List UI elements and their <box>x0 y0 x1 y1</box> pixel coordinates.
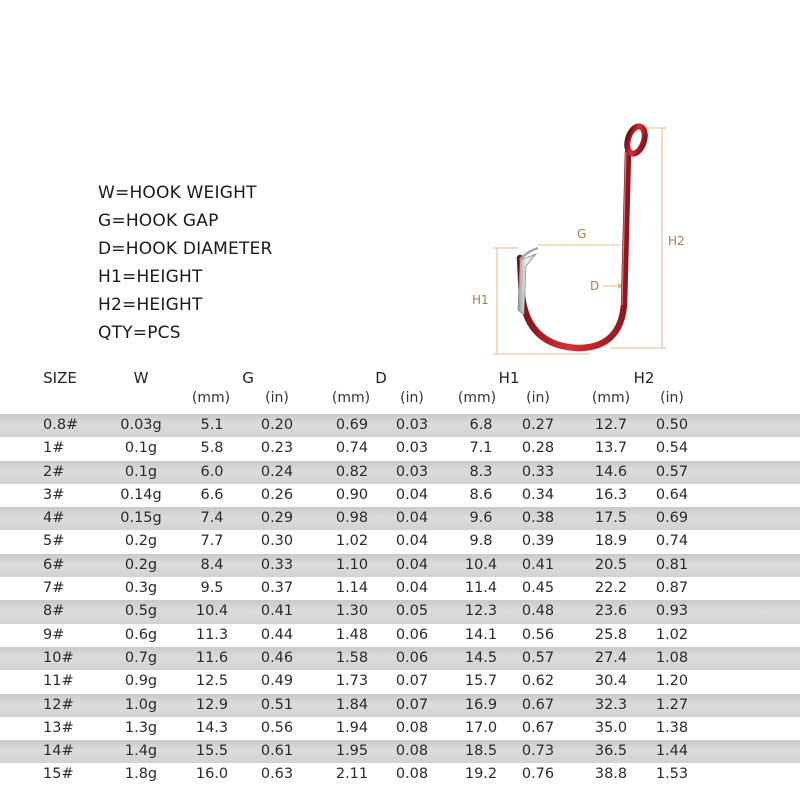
cell-weight: 0.3g <box>124 580 158 597</box>
table-row <box>0 554 800 577</box>
cell-size: 1# <box>43 440 65 457</box>
legend-item-quantity: QTY=PCS <box>98 323 181 343</box>
table-row <box>0 740 800 763</box>
cell-h2-in: 0.87 <box>655 580 689 597</box>
hook-shank <box>520 152 628 348</box>
cell-h2-in: 1.02 <box>655 626 689 643</box>
cell-g-mm: 11.3 <box>195 626 229 643</box>
cell-h2-mm: 16.3 <box>594 486 628 503</box>
table-row <box>0 670 800 693</box>
cell-size: 11# <box>43 673 74 690</box>
cell-h2-in: 0.57 <box>655 463 689 480</box>
subheader-g-in: (in) <box>265 390 289 406</box>
cell-size: 13# <box>43 719 74 736</box>
hook-eye <box>624 124 648 156</box>
cell-size: 12# <box>43 696 74 713</box>
cell-size: 2# <box>43 463 65 480</box>
cell-d-mm: 1.73 <box>335 673 369 690</box>
cell-h2-mm: 25.8 <box>594 626 628 643</box>
cell-g-in: 0.30 <box>260 533 294 550</box>
cell-g-mm: 8.4 <box>200 556 224 573</box>
cell-d-in: 0.04 <box>395 580 429 597</box>
cell-h1-mm: 10.4 <box>464 556 498 573</box>
cell-size: 6# <box>43 556 65 573</box>
cell-g-in: 0.46 <box>260 649 294 666</box>
cell-weight: 0.14g <box>120 486 162 503</box>
header-g: G <box>242 369 254 387</box>
cell-g-in: 0.41 <box>260 603 294 620</box>
cell-h1-in: 0.67 <box>521 719 555 736</box>
cell-h2-mm: 30.4 <box>594 673 628 690</box>
cell-h2-in: 1.44 <box>655 743 689 760</box>
cell-h2-mm: 38.8 <box>594 766 628 783</box>
cell-g-mm: 10.4 <box>195 603 229 620</box>
label-d: D <box>590 279 600 293</box>
cell-g-in: 0.29 <box>260 510 294 527</box>
cell-h2-in: 1.53 <box>655 766 689 783</box>
label-g: G <box>577 227 587 241</box>
cell-d-mm: 1.14 <box>335 580 369 597</box>
cell-weight: 0.9g <box>124 673 158 690</box>
cell-weight: 0.7g <box>124 649 158 666</box>
cell-h1-in: 0.41 <box>521 556 555 573</box>
cell-h1-mm: 6.8 <box>469 417 493 433</box>
header-size: SIZE <box>43 369 77 387</box>
hook-diagram <box>460 110 700 370</box>
cell-h2-in: 0.81 <box>655 556 689 573</box>
legend-item-gap: G=HOOK GAP <box>98 211 219 231</box>
cell-h2-mm: 36.5 <box>594 743 628 760</box>
legend-item-weight: W=HOOK WEIGHT <box>98 183 257 203</box>
cell-h2-mm: 20.5 <box>594 556 628 573</box>
cell-h1-in: 0.76 <box>521 766 555 783</box>
cell-g-in: 0.37 <box>260 580 294 597</box>
cell-d-mm: 1.30 <box>335 603 369 620</box>
cell-d-mm: 1.48 <box>335 626 369 643</box>
table-row <box>0 763 800 786</box>
cell-h2-mm: 32.3 <box>594 696 628 713</box>
cell-h2-mm: 35.0 <box>594 719 628 736</box>
cell-d-in: 0.07 <box>395 673 429 690</box>
cell-size: 10# <box>43 649 74 666</box>
cell-h2-mm: 27.4 <box>594 649 628 666</box>
header-w: W <box>133 369 149 387</box>
cell-h2-in: 1.20 <box>655 673 689 690</box>
cell-d-in: 0.07 <box>395 696 429 713</box>
cell-h1-in: 0.34 <box>521 486 555 503</box>
subheader-d-mm: (mm) <box>331 390 371 406</box>
cell-h2-mm: 17.5 <box>594 510 628 527</box>
cell-h2-mm: 23.6 <box>594 603 628 620</box>
cell-d-mm: 2.11 <box>335 766 369 783</box>
legend-item-height2: H2=HEIGHT <box>98 295 203 315</box>
cell-h1-mm: 19.2 <box>464 766 498 783</box>
cell-weight: 1.0g <box>124 696 158 713</box>
header-h1: H1 <box>498 369 520 387</box>
cell-h1-in: 0.57 <box>521 649 555 666</box>
table-row <box>0 577 800 600</box>
cell-g-in: 0.23 <box>260 440 294 457</box>
cell-weight: 0.1g <box>124 440 158 457</box>
cell-d-in: 0.08 <box>395 743 429 760</box>
cell-d-mm: 0.69 <box>335 417 369 433</box>
cell-g-in: 0.61 <box>260 743 294 760</box>
cell-g-mm: 9.5 <box>200 580 224 597</box>
cell-g-mm: 12.9 <box>195 696 229 713</box>
cell-h1-mm: 11.4 <box>464 580 498 597</box>
cell-d-mm: 1.02 <box>335 533 369 550</box>
cell-d-in: 0.05 <box>395 603 429 620</box>
cell-h2-in: 1.08 <box>655 649 689 666</box>
cell-size: 15# <box>43 766 74 783</box>
cell-d-in: 0.03 <box>395 463 429 480</box>
cell-h1-mm: 8.3 <box>469 463 493 480</box>
size-table <box>0 414 800 787</box>
cell-h1-mm: 14.5 <box>464 649 498 666</box>
cell-d-in: 0.04 <box>395 510 429 527</box>
subheader-h1-in: (in) <box>526 390 550 406</box>
cell-d-mm: 0.74 <box>335 440 369 457</box>
cell-h2-mm: 14.6 <box>594 463 628 480</box>
label-h1: H1 <box>472 293 489 307</box>
table-row <box>0 484 800 507</box>
legend-item-diameter: D=HOOK DIAMETER <box>98 239 273 259</box>
cell-size: 3# <box>43 486 65 503</box>
cell-h1-in: 0.28 <box>521 440 555 457</box>
table-row <box>0 600 800 623</box>
cell-h1-mm: 7.1 <box>469 440 493 457</box>
cell-d-in: 0.06 <box>395 649 429 666</box>
cell-h1-mm: 12.3 <box>464 603 498 620</box>
cell-h2-in: 0.64 <box>655 486 689 503</box>
cell-g-in: 0.33 <box>260 556 294 573</box>
cell-weight: 0.1g <box>124 463 158 480</box>
cell-h1-mm: 8.6 <box>469 486 493 503</box>
cell-h2-in: 0.50 <box>655 417 689 433</box>
cell-h1-mm: 15.7 <box>464 673 498 690</box>
cell-h1-in: 0.45 <box>521 580 555 597</box>
cell-g-in: 0.63 <box>260 766 294 783</box>
cell-h1-mm: 9.6 <box>469 510 493 527</box>
cell-d-mm: 1.84 <box>335 696 369 713</box>
header-h2: H2 <box>633 369 655 387</box>
cell-h1-in: 0.27 <box>521 417 555 433</box>
cell-h2-mm: 18.9 <box>594 533 628 550</box>
cell-g-mm: 7.4 <box>200 510 224 527</box>
cell-g-in: 0.26 <box>260 486 294 503</box>
subheader-h2-in: (in) <box>660 390 684 406</box>
cell-weight: 0.2g <box>124 556 158 573</box>
cell-h1-mm: 16.9 <box>464 696 498 713</box>
cell-h1-in: 0.56 <box>521 626 555 643</box>
cell-h1-in: 0.38 <box>521 510 555 527</box>
cell-h2-in: 0.74 <box>655 533 689 550</box>
cell-h2-in: 0.93 <box>655 603 689 620</box>
legend-item-height1: H1=HEIGHT <box>98 267 203 287</box>
cell-h1-in: 0.39 <box>521 533 555 550</box>
subheader-d-in: (in) <box>400 390 424 406</box>
cell-h2-in: 1.38 <box>655 719 689 736</box>
cell-h2-in: 1.27 <box>655 696 689 713</box>
cell-g-mm: 7.7 <box>200 533 224 550</box>
cell-h2-mm: 12.7 <box>594 417 628 433</box>
cell-weight: 0.2g <box>124 533 158 550</box>
table-row <box>0 694 800 717</box>
cell-weight: 0.15g <box>120 510 162 527</box>
cell-d-in: 0.08 <box>395 719 429 736</box>
legend <box>98 179 273 347</box>
cell-weight: 0.5g <box>124 603 158 620</box>
cell-d-mm: 1.10 <box>335 556 369 573</box>
cell-weight: 0.03g <box>120 417 162 433</box>
header-d: D <box>375 369 387 387</box>
cell-g-mm: 11.6 <box>195 649 229 666</box>
cell-g-in: 0.51 <box>260 696 294 713</box>
cell-d-in: 0.06 <box>395 626 429 643</box>
cell-d-in: 0.03 <box>395 440 429 457</box>
cell-g-mm: 14.3 <box>195 719 229 736</box>
cell-g-in: 0.49 <box>260 673 294 690</box>
cell-size: 0.8# <box>43 417 79 433</box>
table-row <box>0 647 800 670</box>
table-subheader <box>0 390 800 412</box>
cell-size: 5# <box>43 533 65 550</box>
cell-h2-mm: 13.7 <box>594 440 628 457</box>
cell-d-mm: 0.98 <box>335 510 369 527</box>
cell-g-mm: 5.8 <box>200 440 224 457</box>
cell-h1-mm: 9.8 <box>469 533 493 550</box>
cell-h2-in: 0.69 <box>655 510 689 527</box>
cell-d-in: 0.03 <box>395 417 429 433</box>
cell-d-in: 0.08 <box>395 766 429 783</box>
table-row <box>0 437 800 460</box>
cell-g-in: 0.20 <box>260 417 294 433</box>
table-row <box>0 717 800 740</box>
cell-weight: 0.6g <box>124 626 158 643</box>
subheader-g-mm: (mm) <box>191 390 231 406</box>
subheader-h1-mm: (mm) <box>457 390 497 406</box>
cell-size: 4# <box>43 510 65 527</box>
cell-weight: 1.4g <box>124 743 158 760</box>
cell-g-in: 0.56 <box>260 719 294 736</box>
cell-d-mm: 0.90 <box>335 486 369 503</box>
label-h2: H2 <box>668 234 685 248</box>
cell-d-in: 0.04 <box>395 486 429 503</box>
cell-d-in: 0.04 <box>395 533 429 550</box>
table-header <box>0 369 800 391</box>
cell-h1-mm: 14.1 <box>464 626 498 643</box>
table-row <box>0 461 800 484</box>
cell-size: 8# <box>43 603 65 620</box>
cell-h1-mm: 18.5 <box>464 743 498 760</box>
cell-h1-in: 0.73 <box>521 743 555 760</box>
table-row <box>0 624 800 647</box>
cell-d-mm: 0.82 <box>335 463 369 480</box>
cell-g-mm: 16.0 <box>195 766 229 783</box>
subheader-h2-mm: (mm) <box>591 390 631 406</box>
cell-g-mm: 15.5 <box>195 743 229 760</box>
table-row <box>0 507 800 530</box>
cell-g-in: 0.44 <box>260 626 294 643</box>
cell-g-mm: 6.0 <box>200 463 224 480</box>
cell-weight: 1.3g <box>124 719 158 736</box>
cell-size: 14# <box>43 743 74 760</box>
cell-h1-in: 0.33 <box>521 463 555 480</box>
cell-g-in: 0.24 <box>260 463 294 480</box>
cell-size: 7# <box>43 580 65 597</box>
cell-d-in: 0.04 <box>395 556 429 573</box>
cell-g-mm: 12.5 <box>195 673 229 690</box>
cell-d-mm: 1.94 <box>335 719 369 736</box>
cell-d-mm: 1.58 <box>335 649 369 666</box>
cell-h1-in: 0.67 <box>521 696 555 713</box>
table-row <box>0 530 800 553</box>
cell-g-mm: 5.1 <box>200 417 224 433</box>
cell-g-mm: 6.6 <box>200 486 224 503</box>
table-row <box>0 414 800 437</box>
cell-d-mm: 1.95 <box>335 743 369 760</box>
cell-h2-in: 0.54 <box>655 440 689 457</box>
cell-h1-mm: 17.0 <box>464 719 498 736</box>
cell-size: 9# <box>43 626 65 643</box>
cell-h1-in: 0.48 <box>521 603 555 620</box>
cell-weight: 1.8g <box>124 766 158 783</box>
cell-h2-mm: 22.2 <box>594 580 628 597</box>
cell-h1-in: 0.62 <box>521 673 555 690</box>
